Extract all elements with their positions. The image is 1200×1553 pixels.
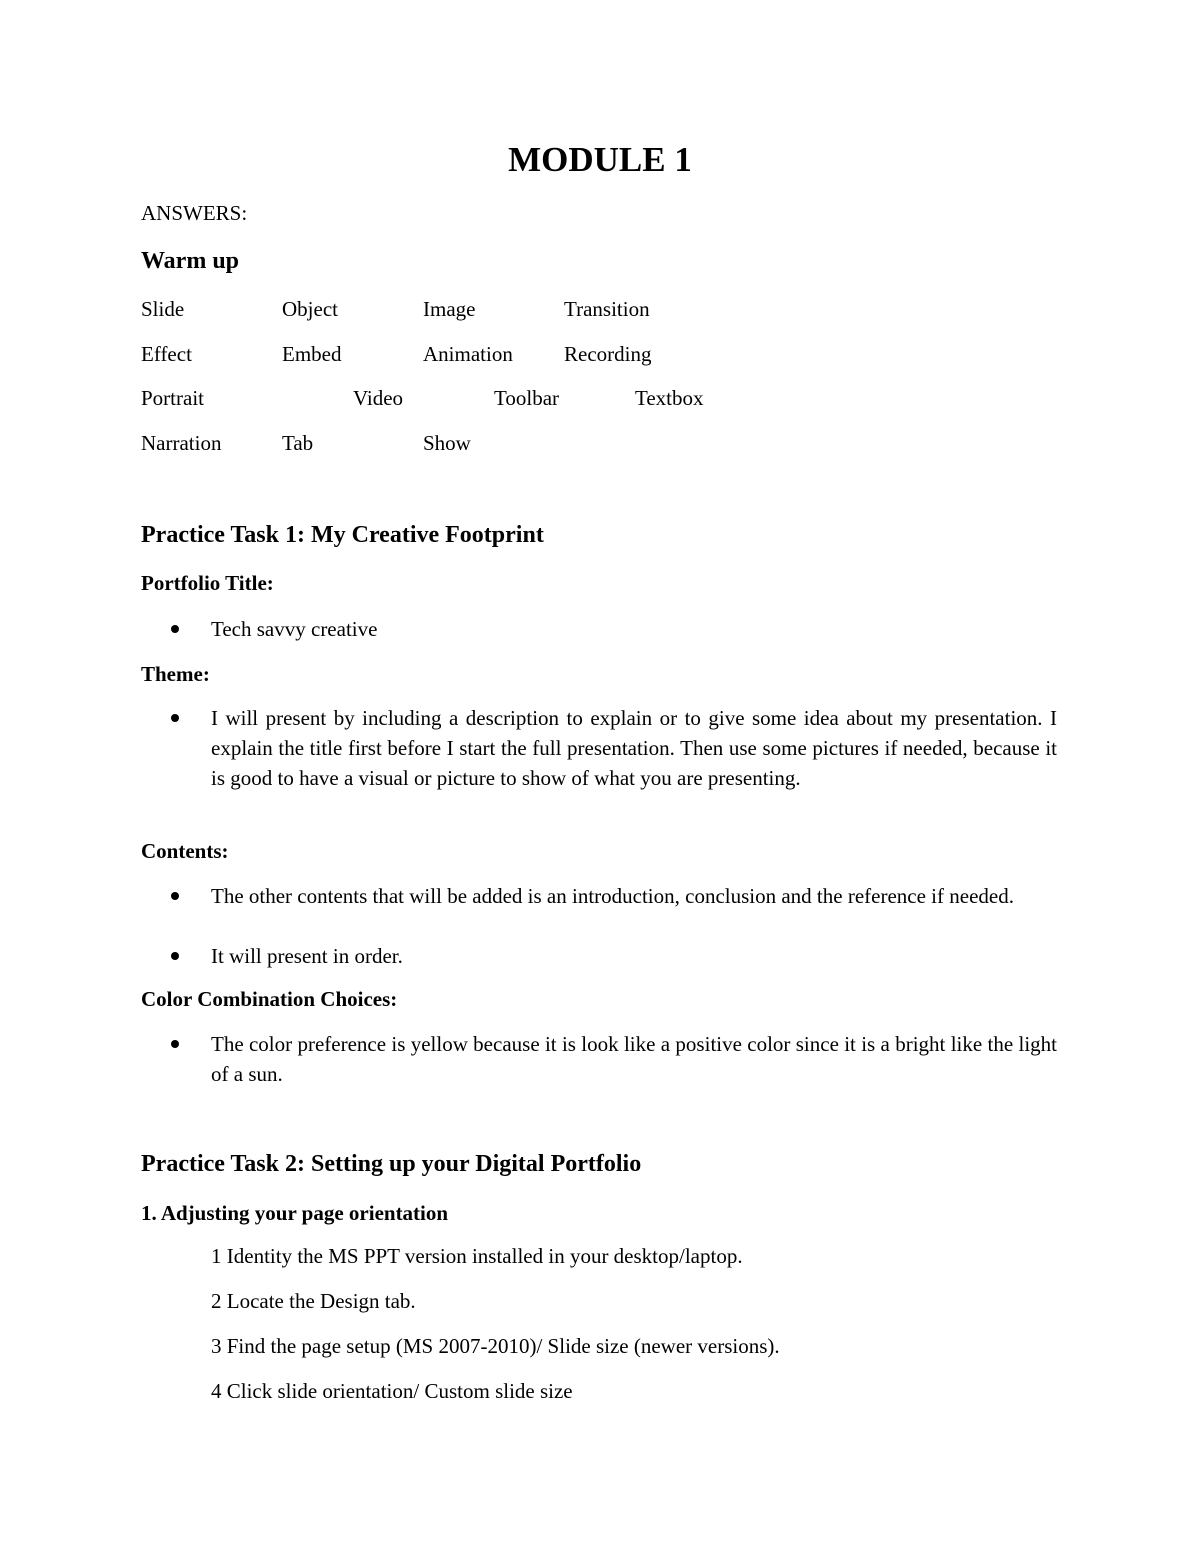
bullet-icon — [171, 1040, 179, 1048]
warm-up-word: Image — [423, 297, 476, 321]
warm-up-word: Show — [423, 431, 471, 455]
theme-text: I will present by including a description to explain or to give some idea about my presentation. I explain the title first before I start the full presentation. Then use some pictures if needed, because it is good to have a visual or picture to show of what you are presenting. — [211, 706, 1057, 790]
warm-up-word: Effect — [141, 342, 192, 366]
step-item: 4 Click slide orientation/ Custom slide size — [211, 1379, 573, 1403]
portfolio-title-text: Tech savvy creative — [211, 617, 378, 641]
warm-up-word: Slide — [141, 297, 185, 321]
warm-up-word: Narration — [141, 431, 222, 455]
step-item: 1 Identity the MS PPT version installed in your desktop/laptop. — [211, 1244, 743, 1268]
contents-label: Contents: — [141, 839, 229, 863]
bullet-icon — [171, 714, 179, 722]
page-title: MODULE 1 — [508, 140, 692, 179]
theme-label: Theme: — [141, 662, 210, 686]
warm-up-word: Portrait — [141, 386, 204, 410]
warm-up-word: Recording — [564, 342, 652, 366]
warm-up-word: Animation — [423, 342, 513, 366]
bullet-icon — [171, 625, 179, 633]
step-item: 2 Locate the Design tab. — [211, 1289, 416, 1313]
warm-up-word: Video — [353, 386, 404, 410]
color-choices-label: Color Combination Choices: — [141, 987, 398, 1011]
contents-text: The other contents that will be added is an introduction, conclusion and the reference if needed. — [211, 884, 1014, 908]
warm-up-word: Object — [282, 297, 338, 321]
warm-up-heading: Warm up — [141, 248, 240, 274]
contents-text: It will present in order. — [211, 944, 403, 968]
answers-label: ANSWERS: — [141, 201, 248, 225]
task1-heading: Practice Task 1: My Creative Footprint — [141, 522, 544, 548]
task2-subheading: 1. Adjusting your page orientation — [141, 1201, 449, 1225]
warm-up-word: Toolbar — [494, 386, 560, 410]
bullet-icon — [171, 952, 179, 960]
warm-up-word: Textbox — [635, 386, 704, 410]
color-choices-text: The color preference is yellow because it is look like a positive color since it is a bright like the light of a sun. — [211, 1032, 1057, 1086]
step-item: 3 Find the page setup (MS 2007-2010)/ Slide size (newer versions). — [211, 1334, 780, 1358]
warm-up-word: Embed — [282, 342, 342, 366]
bullet-icon — [171, 892, 179, 900]
task2-heading: Practice Task 2: Setting up your Digital Portfolio — [141, 1151, 642, 1177]
portfolio-title-label: Portfolio Title: — [141, 571, 274, 595]
warm-up-word: Tab — [282, 431, 314, 455]
warm-up-word: Transition — [564, 297, 650, 321]
